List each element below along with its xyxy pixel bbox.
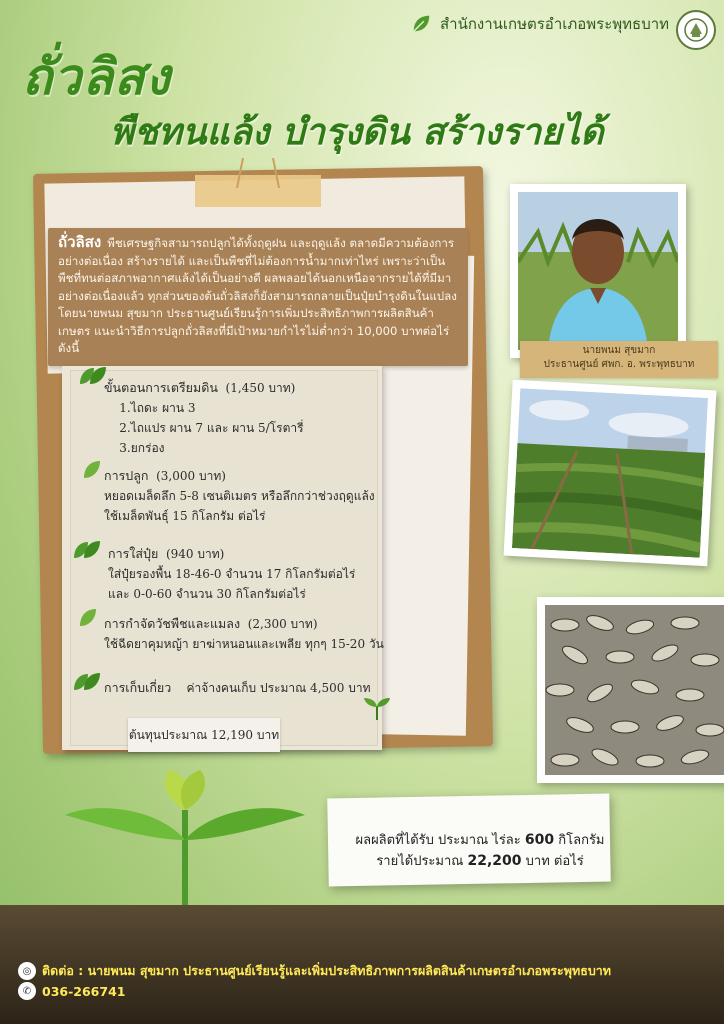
globe-icon: ◎ bbox=[18, 962, 36, 980]
step-cost: ค่าจ้างคนเก็บ ประมาณ 4,500 บาท bbox=[186, 681, 371, 695]
step-line: 3.ยกร่อง bbox=[119, 441, 165, 455]
photo-peanut-field bbox=[504, 380, 717, 566]
leaf-icon bbox=[410, 13, 432, 35]
peanut-field-image bbox=[512, 388, 708, 558]
step-cost: (1,450 บาท) bbox=[225, 381, 296, 395]
farmer-portrait-image bbox=[518, 192, 678, 350]
result-line2-prefix: รายได้ประมาณ bbox=[376, 854, 468, 869]
step-harvest bbox=[104, 678, 371, 698]
peanut-pods-image bbox=[545, 605, 724, 775]
step-line: ใส่ปุ๋ยรองพื้น 18-46-0 จำนวน 17 กิโลกรัมต่อไร่ bbox=[108, 567, 356, 581]
contact-text: ติดต่อ : นายพนม สุขมาก ประธานศูนย์เรียนรู้และเพิ่มประสิทธิภาพการผลิตสินค้าเกษตรอำเภอพระพุทธบาท bbox=[42, 963, 612, 978]
caption-name: นายพนม สุขมาก bbox=[582, 345, 656, 356]
intro-lead: ถั่วลิสง bbox=[58, 233, 102, 251]
page-subtitle: พืชทนแล้ง บำรุงดิน สร้างรายได้ bbox=[110, 111, 604, 153]
step-cost: (2,300 บาท) bbox=[247, 617, 318, 631]
photo-caption bbox=[520, 341, 718, 378]
step-line: 2.ไถแปร ผาน 7 และ ผาน 5/โรตารี่ bbox=[119, 421, 304, 435]
total-cost-tag bbox=[128, 718, 280, 752]
step-line: หยอดเมล็ดลึก 5-8 เซนติเมตร หรือลึกกว่าช่วงฤดูแล้ง bbox=[104, 489, 375, 503]
step-pest-control bbox=[104, 614, 384, 654]
phone-number: 036-266741 bbox=[42, 983, 126, 999]
page-title: ถั่วลิสง bbox=[22, 47, 171, 106]
total-cost: ต้นทุนประมาณ 12,190 บาท bbox=[128, 727, 280, 742]
intro-text bbox=[58, 234, 458, 358]
step-prepare-soil bbox=[104, 378, 304, 458]
org-header bbox=[410, 12, 669, 36]
step-planting bbox=[104, 466, 375, 526]
paper-clip-icon bbox=[195, 158, 321, 218]
step-line: และ 0-0-60 จำนวน 30 กิโลกรัมต่อไร่ bbox=[108, 587, 306, 601]
footer-phone bbox=[18, 982, 125, 1000]
result-income-value: 22,200 bbox=[467, 853, 522, 869]
result-line1-suffix: กิโลกรัม bbox=[554, 833, 605, 848]
step-line: ใช้เมล็ดพันธุ์ 15 กิโลกรัม ต่อไร่ bbox=[104, 509, 266, 523]
result-text bbox=[330, 830, 630, 872]
result-line1-prefix: ผลผลิตที่ได้รับ ประมาณ ไร่ละ bbox=[355, 833, 525, 848]
step-fertilizer bbox=[108, 544, 355, 604]
sprout-icon bbox=[360, 694, 394, 720]
leaf-icon bbox=[74, 606, 104, 628]
step-cost: (3,000 บาท) bbox=[156, 469, 226, 483]
step-title: การปลูก bbox=[104, 468, 149, 483]
step-title: การใส่ปุ๋ย bbox=[108, 546, 159, 561]
photo-farmer bbox=[510, 184, 686, 358]
result-line2-suffix: บาท ต่อไร่ bbox=[521, 854, 584, 869]
step-line: ใช้ฉีดยาคุมหญ้า ยาฆ่าหนอนและเพลีย ทุกๆ 15-20 วัน bbox=[104, 637, 384, 651]
phone-icon: ✆ bbox=[18, 982, 36, 1000]
leaf-icon bbox=[72, 538, 102, 560]
result-yield-value: 600 bbox=[524, 832, 555, 848]
step-cost: (940 บาท) bbox=[165, 547, 225, 561]
step-title: การกำจัดวัชพืชและแมลง bbox=[104, 616, 241, 631]
caption-role: ประธานศูนย์ ศพก. อ. พระพุทธบาท bbox=[543, 359, 695, 370]
step-line: 1.ไถดะ ผาน 3 bbox=[119, 401, 196, 415]
photo-peanut-harvest bbox=[537, 597, 724, 783]
leaf-icon bbox=[72, 670, 102, 692]
step-title: ขั้นตอนการเตรียมดิน bbox=[104, 380, 218, 395]
org-name: สำนักงานเกษตรอำเภอพระพุทธบาท bbox=[440, 15, 670, 33]
step-title: การเก็บเกี่ยว bbox=[104, 680, 172, 695]
footer-contact bbox=[18, 961, 611, 981]
intro-body: พืชเศรษฐกิจสามารถปลูกได้ทั้งฤดูฝน และฤดูแล้ง ตลาดมีความต้องการอย่างต่อเนื่อง สร้างรายได้ และเป็นพืชที่ไม่ต้องการน้ำมากเท่าไหร่ เพราะว่าเป็นพืชที่ทนต่อสภาพอากาศแล้งได้เป็นอย่างดี ผลพลอยได้นอกเหนือจากรายได้ที่มีมาอย่างต่อเนื่องแล้ว ทุกส่วนของต้นถั่วลิสงก็ยังสามารถกลายเป็นปุ๋ยบำรุงดินในแปลง โดยนายพนม สุขมาก ประธานศูนย์เรียนรู้การเพิ่มประสิทธิภาพการผลิตสินค้าเกษตร แนะนำวิธีการปลูกถั่วลิสงที่มีเป้าหมายกำไรไม่ต่ำกว่า 10,000 บาทต่อไร่ ดังนี้ bbox=[58, 236, 457, 355]
org-seal-logo bbox=[676, 10, 716, 50]
